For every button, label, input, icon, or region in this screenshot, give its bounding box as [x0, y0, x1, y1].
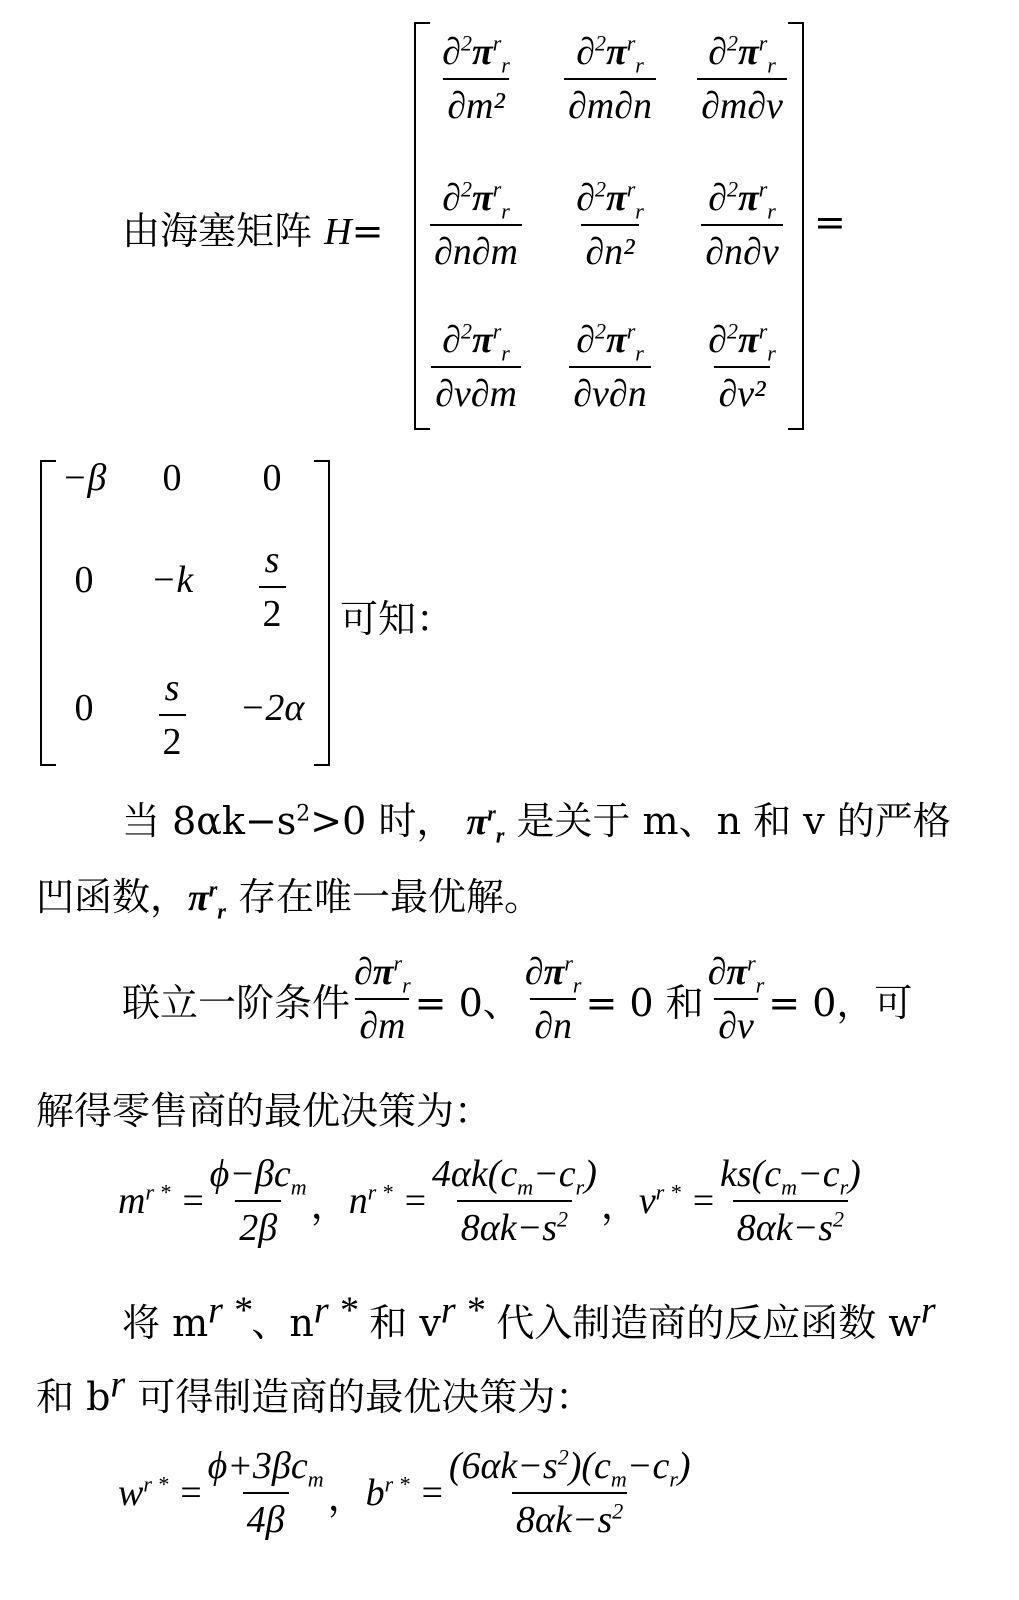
- value-cell: [222, 456, 322, 500]
- hessian-entry: [424, 176, 528, 274]
- w-star: $w^{r *}$ =: [118, 1471, 204, 1514]
- intro-text: 由海塞矩阵: [122, 209, 313, 253]
- b-frac: $\frac{(6\alpha k-s^2)(c_m-c_r)}{8\alpha k-s^2}$: [448, 1444, 691, 1541]
- fraction-numerator: $\partial^2\pi^r_r$: [442, 318, 510, 366]
- fraction-denominator: ∂v²: [714, 366, 769, 416]
- m-star: $m^{r *}$ =: [118, 1179, 206, 1222]
- b-den: 8αk−s: [516, 1499, 613, 1541]
- w-frac: $\frac{\phi+3\beta c_m}{4\beta}$: [207, 1445, 324, 1541]
- paragraph3-line2: 和 $b^r$ 可得制造商的最优决策为：: [36, 1363, 594, 1419]
- retailer-solution: [118, 1152, 865, 1250]
- partial-fraction: [697, 30, 787, 128]
- hessian-symbol: H: [324, 211, 352, 253]
- value-cell: [34, 558, 134, 602]
- p1-text-a: 当 8αk−s: [122, 799, 297, 843]
- fraction-denominator: ∂n²: [581, 224, 638, 274]
- hessian-entry: [558, 318, 662, 416]
- value-text: 0: [262, 457, 282, 499]
- m-den: 2β: [235, 1200, 281, 1250]
- pi-symbol: $\pi^r_r$: [466, 800, 505, 848]
- hessian-entry: [690, 30, 794, 128]
- m-num: ϕ−βc: [209, 1153, 291, 1195]
- value-cell: [122, 456, 222, 500]
- value-fraction: [159, 666, 186, 764]
- comma: ，: [600, 1184, 639, 1227]
- hessian-entry: [558, 30, 662, 128]
- paragraph2-line2: 解得零售商的最优决策为：: [36, 1089, 493, 1133]
- fraction-denominator: ∂v∂n: [569, 366, 650, 416]
- hessian-entry: [690, 318, 794, 416]
- fraction-denominator: ∂m²: [443, 78, 509, 128]
- fraction-denominator: 2: [159, 714, 186, 764]
- p2-sep3: = 0，可: [768, 980, 913, 1025]
- fraction-numerator: s: [164, 667, 180, 709]
- value-fraction: [259, 538, 286, 636]
- value-text: 0: [74, 687, 94, 729]
- pi-symbol: $\pi^r_r$: [188, 876, 226, 924]
- value-text: 0: [74, 559, 94, 601]
- p1-line2-a: 凹函数，: [36, 875, 189, 919]
- n-den: 8αk−s: [460, 1207, 558, 1249]
- paragraph3-line1: 将 $m^{r *}$、$n^{r *}$ 和 $v^{r *}$ 代入制造商的反应函数 $w^r$: [122, 1289, 936, 1345]
- partial-fraction: [569, 318, 650, 416]
- p3-c: 和 v: [369, 1301, 441, 1345]
- w-num: ϕ+3βc: [207, 1445, 308, 1487]
- partial-fraction: [438, 30, 514, 128]
- partial-fraction: [701, 176, 782, 274]
- value-matrix-suffix: 可知：: [340, 597, 455, 641]
- foc-v: $\frac{\partial\pi^r_r}{\partial v}$: [707, 950, 765, 1047]
- p3-b: 、n: [251, 1301, 314, 1345]
- p1-text-c: 是关于 m、n 和 v 的严格: [516, 799, 951, 843]
- m-frac: $\frac{\phi-\beta c_m}{2\beta}$: [209, 1153, 307, 1249]
- v-frac: $\frac{ks(c_m-c_r)}{8\alpha k-s^2}$: [719, 1153, 861, 1249]
- foc-n: $\frac{\partial\pi^r_r}{\partial n}$: [524, 950, 582, 1047]
- value-text: −β: [61, 457, 107, 499]
- hessian-entry: [424, 318, 528, 416]
- value-cell: [222, 538, 322, 636]
- v-num: ks(c: [719, 1153, 782, 1195]
- foc-m: $\frac{\partial\pi^r_r}{\partial m}$: [354, 950, 411, 1047]
- v-den: 8αk−s: [736, 1207, 834, 1249]
- n-num: 4αk(c: [431, 1153, 518, 1195]
- hessian-trailing-eq: =: [814, 200, 846, 244]
- partial-fraction: [431, 318, 521, 416]
- manufacturer-solution: [118, 1444, 695, 1542]
- paragraph2-line1: [122, 950, 912, 1048]
- hessian-intro: [122, 200, 383, 255]
- fraction-numerator: $\partial^2\pi^r_r$: [708, 176, 776, 224]
- fraction-numerator: s: [264, 539, 280, 581]
- fraction-denominator: 2: [259, 586, 286, 636]
- fraction-denominator: ∂n∂v: [701, 224, 782, 274]
- hessian-entry: [558, 176, 662, 274]
- p1-text-b: >0 时，: [310, 799, 455, 843]
- hessian-entry: [690, 176, 794, 274]
- n-frac: $\frac{4\alpha k(c_m-c_r)}{8\alpha k-s^2}$: [431, 1153, 597, 1249]
- value-text: −k: [150, 559, 194, 601]
- fraction-numerator: $\partial^2\pi^r_r$: [442, 176, 510, 224]
- fraction-numerator: $\partial^2\pi^r_r$: [576, 176, 644, 224]
- p2-sep2: = 0 和: [585, 980, 704, 1025]
- w-den: 4β: [243, 1492, 289, 1542]
- p1-line2-b: 存在唯一最优解。: [237, 875, 542, 919]
- value-cell: [222, 686, 322, 730]
- equals-sign: =: [351, 209, 384, 253]
- p2-lead: 联立一阶条件: [122, 980, 351, 1025]
- fraction-numerator: $\partial^2\pi^r_r$: [576, 30, 644, 78]
- partial-fraction: [704, 318, 780, 416]
- value-cell: [34, 456, 134, 500]
- fraction-denominator: ∂n∂m: [430, 224, 522, 274]
- fraction-denominator: ∂v∂m: [431, 366, 521, 416]
- p3-line2-a: 和 b: [36, 1375, 111, 1419]
- n-star: $n^{r *}$ =: [348, 1179, 428, 1222]
- paragraph1-line2: [36, 866, 542, 924]
- partial-fraction: [572, 176, 648, 274]
- fraction-numerator: $\partial^2\pi^r_r$: [708, 318, 776, 366]
- comma: ，: [327, 1476, 366, 1519]
- b-num: (6αk−s: [448, 1445, 558, 1487]
- fraction-numerator: $\partial^2\pi^r_r$: [442, 30, 510, 78]
- fraction-denominator: ∂m∂v: [697, 78, 787, 128]
- paragraph1-line1: 当 $8\alpha k-s^2>0$ 时， $\pi^r_r$ 是关于 m、n 和 v 的严格: [122, 799, 951, 848]
- v-star: $v^{r *}$ =: [638, 1179, 716, 1222]
- p3-d: 代入制造商的反应函数 w: [496, 1301, 921, 1345]
- p3-line2-b: 可得制造商的最优决策为：: [137, 1375, 594, 1419]
- p3-a: 将 m: [122, 1301, 209, 1345]
- fraction-numerator: $\partial^2\pi^r_r$: [576, 318, 644, 366]
- fraction-denominator: ∂m∂n: [564, 78, 656, 128]
- value-text: 0: [162, 457, 182, 499]
- fraction-numerator: $\partial^2\pi^r_r$: [708, 30, 776, 78]
- b-star: $b^{r *}$ =: [365, 1471, 445, 1514]
- value-cell: [122, 666, 222, 764]
- partial-fraction: [564, 30, 656, 128]
- value-text: −2α: [239, 687, 305, 729]
- partial-fraction: [430, 176, 522, 274]
- p2-sep1: = 0、: [414, 980, 521, 1025]
- comma: ，: [310, 1184, 349, 1227]
- value-cell: [122, 558, 222, 602]
- value-cell: [34, 686, 134, 730]
- hessian-entry: [424, 30, 528, 128]
